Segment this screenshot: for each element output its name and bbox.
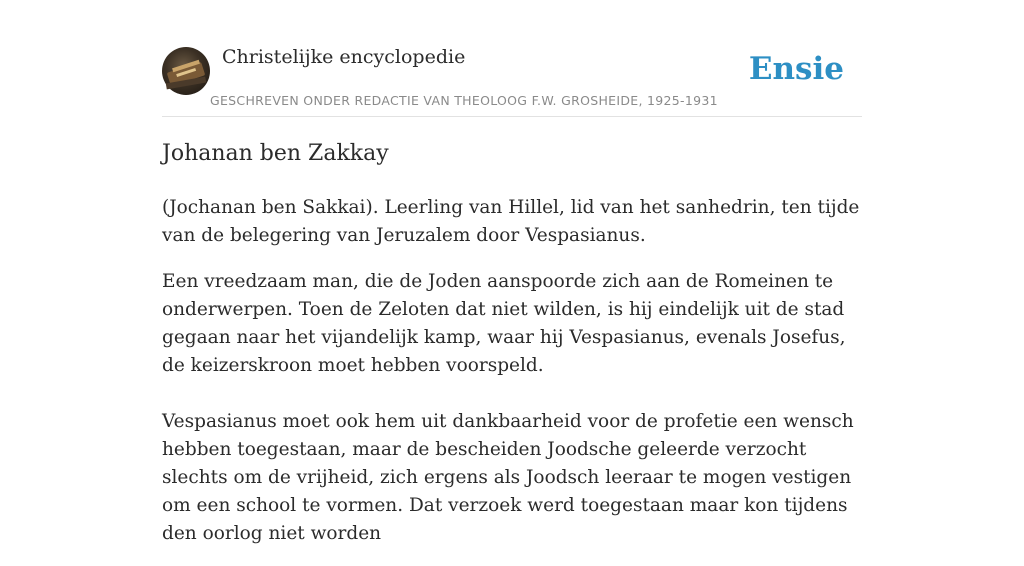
ensie-logo[interactable]: Ensie — [748, 51, 844, 87]
article-title: Johanan ben Zakkay — [162, 141, 389, 166]
article-paragraph: (Jochanan ben Sakkai). Leerling van Hillel, lid van het sanhedrin, ten tijde van de belegering van Jeruzalem door Vespasianus. — [162, 197, 860, 246]
book-cover-avatar[interactable] — [162, 47, 210, 95]
site-header — [162, 46, 862, 117]
book-subtitle: GESCHREVEN ONDER REDACTIE VAN THEOLOOG F.W. GROSHEIDE, 1925-1931 — [210, 93, 718, 108]
book-icon — [162, 47, 210, 95]
article-paragraph: Een vreedzaam man, die de Joden aanspoorde zich aan de Romeinen te onderwerpen. Toen de Zeloten dat niet wilden, is hij eindelijk uit de stad gegaan naar het vijandelijk kamp, waar hij Vespasianus, evenals Josefus, de keizerskroon moet hebben voorspeld. — [162, 271, 846, 376]
book-title[interactable]: Christelijke encyclopedie — [222, 46, 466, 68]
article — [162, 138, 864, 566]
article-paragraph: Vespasianus moet ook hem uit dankbaarheid voor de profetie een wensch hebben toegestaan, maar de bescheiden Joodsche geleerde verzocht slechts om de vrijheid, zich ergens als Joodsch leeraar te mogen vestigen om een school te vormen. Dat verzoek werd toegestaan maar kon tijdens den oorlog niet worden — [162, 411, 854, 544]
